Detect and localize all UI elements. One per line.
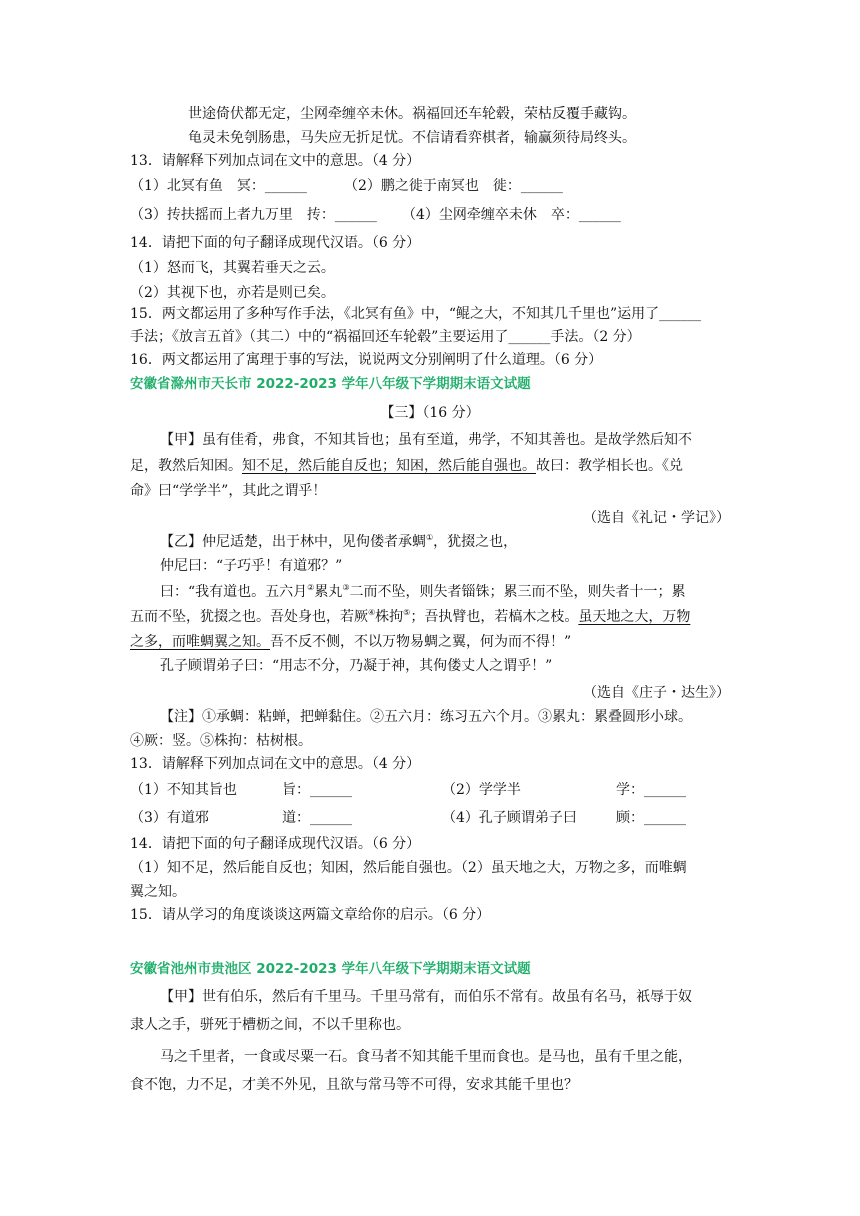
passage-jia-line3: 命》曰“学学半”，其此之谓乎！ (130, 483, 327, 499)
q13a-item-3: （3）抟扶摇而上者九万里 抟：______ (130, 207, 377, 223)
yi-text: 五而不坠，犹掇之也。吾处身也，若厥 (130, 609, 368, 625)
q14b-line1: （1）知不足，然后能自反也；知困，然后能自强也。（2）虽天地之大，万物之多，而唯蜩 (130, 860, 687, 876)
source-citation-jia: （选自《礼记・学记》） (583, 510, 730, 526)
poem-line-1: 世途倚伏都无定，尘网牵缠卒未休。祸福回还车轮毂，荣枯反覆手藏钩。 (188, 106, 636, 122)
q13b-item-4-blank: 顾：______ (616, 810, 686, 826)
jia-text: 故曰：教学相长也。《兑 (536, 458, 683, 474)
passage-ma-line3: 马之千里者，一食或尽粟一石。食马者不知其能千里而食也。是马也，虽有千里之能， (160, 1049, 692, 1065)
annotation-line2: ④厥：竖。⑤株拘：枯树根。 (130, 733, 312, 749)
question-15-a-line2: 手法；《放言五首》（其二）中的“祸福回还车轮毂”主要运用了______手法。（2 分） (130, 329, 641, 345)
q13b-item-4-word: （4）孔子顾谓弟子曰 (442, 810, 577, 826)
footnote-marker: ① (426, 533, 434, 542)
q13a-item-1: （1）北冥有鱼 冥：______ (130, 178, 307, 194)
question-15-b: 15．请从学习的角度谈谈这两篇文章给你的启示。（6 分） (130, 907, 491, 923)
q13b-item-2-blank: 学：______ (616, 782, 686, 798)
yi-text: 累丸 (314, 584, 343, 600)
passage-yi-line4 (130, 607, 690, 627)
passage-jia-line1: 【甲】虽有佳肴，弗食，不知其旨也；虽有至道，弗学，不知其善也。是故学然后知不 (160, 432, 692, 448)
passage-ma-line1: 【甲】世有伯乐，然后有千里马。千里马常有，而伯乐不常有。故虽有名马，祇辱于奴 (160, 989, 692, 1005)
question-13-a: 13．请解释下列加点词在文中的意思。（4 分） (130, 153, 421, 169)
footnote-marker: ④ (368, 608, 376, 617)
yi-text: 吾不反不侧，不以万物易蜩之翼，何为而不得！” (270, 634, 572, 650)
q14a-item-1: （1）怒而飞，其翼若垂天之云。 (130, 260, 335, 276)
question-14-a: 14．请把下面的句子翻译成现代汉语。（6 分） (130, 235, 421, 251)
yi-text: 株拘 (375, 609, 404, 625)
q13b-item-1-blank: 旨：______ (282, 782, 352, 798)
passage-jia-line2 (130, 456, 683, 476)
question-16-a: 16．两文都运用了寓理于事的写法，说说两文分别阐明了什么道理。（6 分） (130, 352, 603, 368)
section-heading-guichi: 安徽省池州市贵池区 2022-2023 学年八年级下学期期末语文试题 (130, 961, 531, 977)
yi-text: 曰：“我有道也。五六月 (160, 584, 308, 600)
passage-subheading: 【三】（16 分） (380, 405, 480, 421)
passage-ma-line2: 隶人之手，骈死于槽枥之间，不以千里称也。 (130, 1017, 410, 1033)
q13b-item-2-word: （2）学学半 (442, 782, 521, 798)
footnote-marker: ⑤ (403, 608, 411, 617)
q14a-item-2: （2）其视下也，亦若是则已矣。 (130, 285, 335, 301)
q13a-item-4: （4）尘网牵缠卒未休 卒：______ (402, 207, 621, 223)
passage-yi-line6: 孔子顾谓弟子曰：“用志不分，乃凝于神，其佝偻丈人之谓乎！” (160, 658, 553, 674)
yi-underlined-sentence: 虽天地之大，万物 (578, 609, 691, 625)
q13b-item-1-word: （1）不知其旨也 (130, 782, 237, 798)
passage-yi-line3 (160, 582, 686, 602)
question-14-b: 14．请把下面的句子翻译成现代汉语。（6 分） (130, 836, 421, 852)
yi-underlined-sentence: 之多，而唯蜩翼之知。 (130, 634, 270, 650)
q14b-line2: 翼之知。 (130, 884, 186, 900)
q13b-item-3-blank: 道：______ (282, 810, 352, 826)
question-15-a-line1: 15．两文都运用了多种写作手法，《北冥有鱼》中，“鲲之大，不知其几千里也”运用了______ (130, 306, 702, 322)
footnote-marker: ② (307, 583, 315, 592)
passage-ma-line4: 食不饱，力不足，才美不外见，且欲与常马等不可得，安求其能千里也？ (130, 1077, 578, 1093)
passage-yi-line1 (160, 532, 517, 552)
footnote-marker: ③ (342, 583, 350, 592)
poem-line-2: 龟灵未免刳肠患，马失应无折足忧。不信请看弈棋者，输赢须待局终头。 (188, 130, 636, 146)
question-13-b: 13．请解释下列加点词在文中的意思。（4 分） (130, 756, 421, 772)
yi-text: ；吾执臂也，若槁木之枝。 (410, 609, 579, 625)
passage-yi-line5 (130, 632, 571, 652)
source-citation-yi: （选自《庄子・达生》） (583, 685, 730, 701)
section-heading-tianchang: 安徽省滁州市天长市 2022-2023 学年八年级下学期期末语文试题 (130, 376, 531, 392)
q13b-item-3-word: （3）有道邪 (130, 810, 209, 826)
q13a-item-2: （2）鹏之徙于南冥也 徙：______ (344, 178, 563, 194)
yi-text: ，犹掇之也， (433, 534, 518, 550)
annotation-line1: 【注】①承蜩：粘蝉，把蝉黏住。②五六月：练习五六个月。③累丸：累叠圆形小球。 (160, 709, 692, 725)
jia-underlined-sentence: 知不足，然后能自反也；知困，然后能自强也。 (242, 458, 536, 474)
yi-text: 二而不坠，则失者锱铢；累三而不坠，则失者十一；累 (349, 584, 686, 600)
yi-text: 【乙】仲尼适楚，出于林中，见佝偻者承蜩 (160, 534, 426, 550)
jia-text: 足，教然后知困。 (130, 458, 242, 474)
passage-yi-line2: 仲尼曰：“子巧乎！有道邪？” (160, 558, 343, 574)
